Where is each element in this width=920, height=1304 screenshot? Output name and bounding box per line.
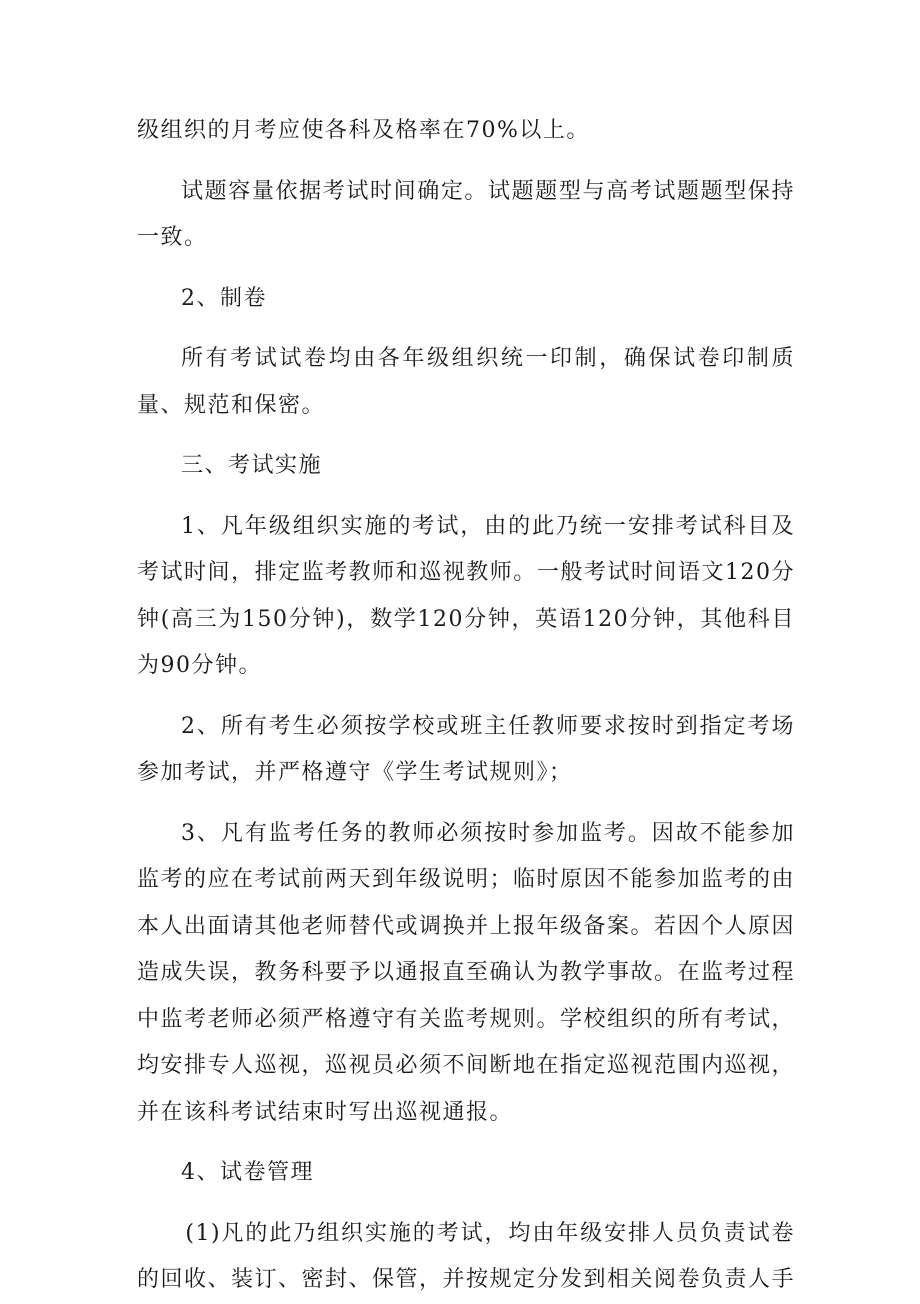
paragraph-continued: 级组织的月考应使各科及格率在70%以上。 — [137, 118, 590, 143]
paragraph-paper-collection: (1)凡的此乃组织实施的考试，均由年级安排人员负责试卷的回收、装订、密封、保管，并按规定分发到相关阅卷负责人手 — [137, 1220, 796, 1292]
paragraph-printing: 所有考试试卷均由各年级组织统一印制，确保试卷印制质量、规范和保密。 — [137, 346, 795, 418]
paragraph-candidates-rules: 2、所有考生必须按学校或班主任教师要求按时到指定考场参加考试，并严格遵守《学生考试规则》； — [137, 713, 795, 785]
paragraph-question-capacity: 试题容量依据考试时间确定。试题题型与高考试题题型保持一致。 — [137, 178, 795, 250]
document-body — [137, 108, 795, 1304]
heading-paper-management: 4、试卷管理 — [181, 1160, 314, 1185]
paragraph-invigilation: 3、凡有监考任务的教师必须按时参加监考。因故不能参加监考的应在考试前两天到年级说明；临时原因不能参加监考的由本人出面请其他老师替代或调换并上报年级备案。若因个人原因造成失误，教务科要予以通报直至确认为教学事故。在监考过程中监考老师必须严格遵守有关监考规则。学校组织的所有考试，均安排专人巡视，巡视员必须不间断地在指定巡视范围内巡视，并在该科考试结束时写出巡视通报。 — [137, 820, 796, 1125]
paragraph-exam-schedule: 1、凡年级组织实施的考试，由的此乃统一安排考试科目及考试时间，排定监考教师和巡视教师。一般考试时间语文120分钟(高三为150分钟)，数学120分钟，英语120分钟，其他科目为90分钟。 — [137, 513, 795, 678]
heading-exam-implementation: 三、考试实施 — [181, 453, 323, 478]
heading-make-paper: 2、制卷 — [181, 285, 267, 311]
